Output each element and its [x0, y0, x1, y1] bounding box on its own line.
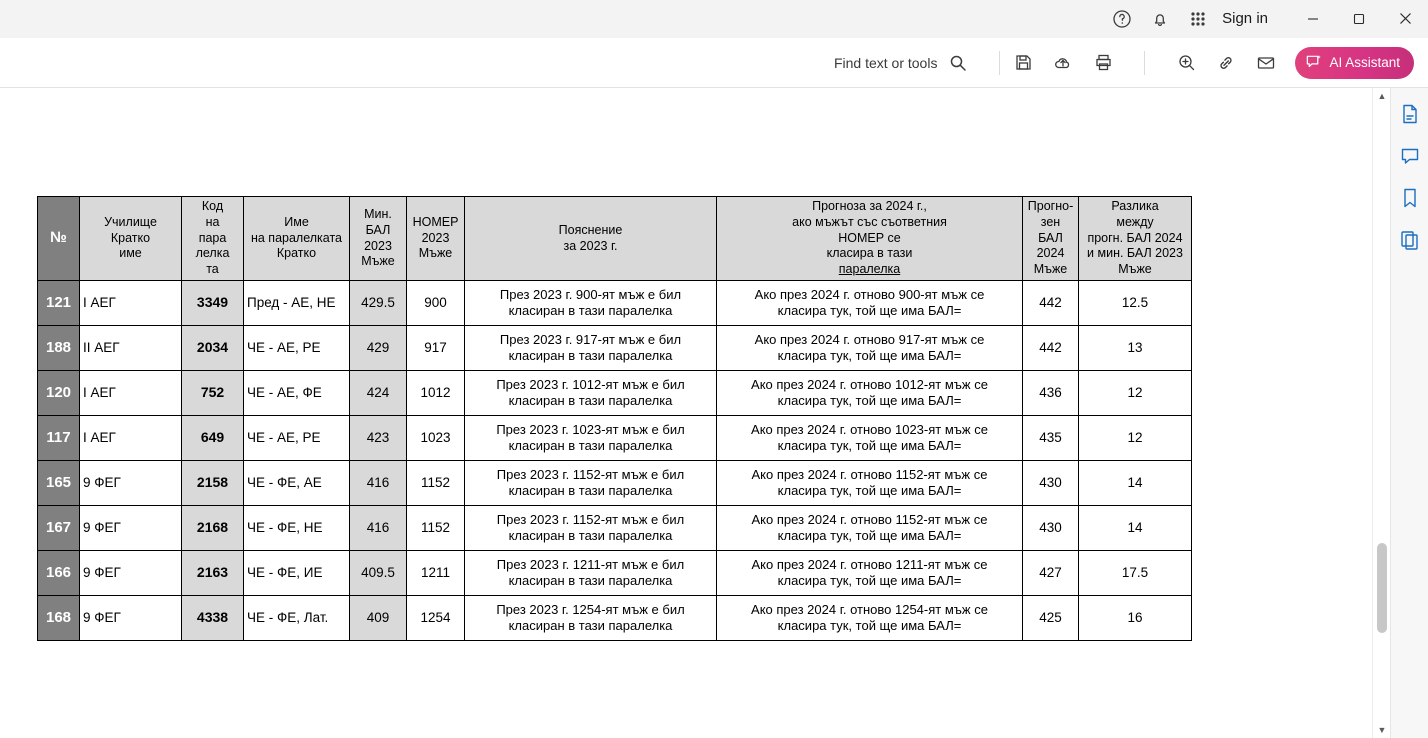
cell-code: 2034: [182, 326, 244, 371]
cell-code: 2163: [182, 551, 244, 596]
cell-min-score: 429.5: [350, 281, 407, 326]
cell-number: 166: [38, 551, 80, 596]
cell-class-name: ЧЕ - ФЕ, АЕ: [244, 461, 350, 506]
cell-class-name: ЧЕ - ФЕ, ИЕ: [244, 551, 350, 596]
scroll-up-arrow[interactable]: ▲: [1377, 91, 1387, 101]
table-row[interactable]: [38, 506, 1192, 551]
cell-rank: 900: [407, 281, 465, 326]
right-tool-rail: [1390, 88, 1428, 738]
export-pdf-icon[interactable]: [1398, 102, 1422, 126]
cell-rank: 1152: [407, 461, 465, 506]
minimize-button[interactable]: [1290, 0, 1336, 38]
column-header-forecast: Прогноза за 2024 г., ако мъжът със съответния НОМЕР се класира в тази паралелка: [717, 197, 1023, 281]
toolbar-divider: [999, 51, 1000, 75]
cell-school: 9 ФЕГ: [80, 506, 182, 551]
maximize-button[interactable]: [1336, 0, 1382, 38]
cell-min-score: 409.5: [350, 551, 407, 596]
column-header-difference: Разлика между прогн. БАЛ 2024 и мин. БАЛ 2023 Мъже: [1079, 197, 1192, 281]
cell-class-name: ЧЕ - АЕ, ФЕ: [244, 371, 350, 416]
sign-in-button[interactable]: Sign in: [1222, 10, 1268, 27]
pdf-page-canvas[interactable]: [0, 88, 1372, 738]
cell-rank: 1023: [407, 416, 465, 461]
cell-number: 188: [38, 326, 80, 371]
scrollbar-thumb[interactable]: [1377, 543, 1387, 633]
titlebar-icon-group: [1112, 9, 1208, 29]
table-row[interactable]: [38, 416, 1192, 461]
cell-forecast-score: 425: [1023, 596, 1079, 641]
window-title-bar: [0, 0, 1428, 38]
cell-class-name: ЧЕ - ФЕ, Лат.: [244, 596, 350, 641]
cell-difference: 14: [1079, 461, 1192, 506]
cell-forecast-text: Ако през 2024 г. отново 900-ят мъж се класира тук, той ще има БАЛ=: [717, 281, 1023, 326]
cell-number: 121: [38, 281, 80, 326]
window-controls: [1290, 0, 1428, 38]
cell-explanation: През 2023 г. 1012-ят мъж е бил класиран в тази паралелка: [465, 371, 717, 416]
cell-school: II АЕГ: [80, 326, 182, 371]
table-header-row: [38, 197, 1192, 281]
cell-forecast-score: 430: [1023, 506, 1079, 551]
cell-class-name: ЧЕ - ФЕ, НЕ: [244, 506, 350, 551]
email-icon[interactable]: [1255, 52, 1277, 74]
save-disk-icon[interactable]: [1012, 52, 1034, 74]
classes-forecast-table: [37, 196, 1192, 641]
find-input-placeholder[interactable]: Find text or tools: [833, 54, 938, 71]
column-header-forecast-score-2024: Прогно- зен БАЛ 2024 Мъже: [1023, 197, 1079, 281]
close-button[interactable]: [1382, 0, 1428, 38]
cell-explanation: През 2023 г. 1152-ят мъж е бил класиран в тази паралелка: [465, 506, 717, 551]
cell-explanation: През 2023 г. 917-ят мъж е бил класиран в тази паралелка: [465, 326, 717, 371]
cell-code: 2168: [182, 506, 244, 551]
table-row[interactable]: [38, 551, 1192, 596]
cell-min-score: 429: [350, 326, 407, 371]
main-toolbar: [0, 38, 1428, 88]
cell-forecast-text: Ако през 2024 г. отново 1023-ят мъж се класира тук, той ще има БАЛ=: [717, 416, 1023, 461]
cell-school: I АЕГ: [80, 416, 182, 461]
cell-school: 9 ФЕГ: [80, 551, 182, 596]
cell-explanation: През 2023 г. 900-ят мъж е бил класиран в тази паралелка: [465, 281, 717, 326]
zoom-in-icon[interactable]: [1175, 52, 1197, 74]
ai-sparkle-icon: [1305, 53, 1322, 73]
cell-explanation: През 2023 г. 1254-ят мъж е бил класиран в тази паралелка: [465, 596, 717, 641]
cell-forecast-score: 442: [1023, 326, 1079, 371]
notification-bell-icon[interactable]: [1150, 9, 1170, 29]
table-row[interactable]: [38, 281, 1192, 326]
cell-forecast-text: Ако през 2024 г. отново 1254-ят мъж се класира тук, той ще има БАЛ=: [717, 596, 1023, 641]
cell-rank: 1211: [407, 551, 465, 596]
print-icon[interactable]: [1092, 52, 1114, 74]
cell-forecast-text: Ако през 2024 г. отново 917-ят мъж се класира тук, той ще има БАЛ=: [717, 326, 1023, 371]
cell-explanation: През 2023 г. 1211-ят мъж е бил класиран в тази паралелка: [465, 551, 717, 596]
toolbar-divider-2: [1144, 51, 1145, 75]
cell-code: 2158: [182, 461, 244, 506]
document-body: [0, 88, 1428, 738]
cell-class-name: ЧЕ - АЕ, РЕ: [244, 326, 350, 371]
cell-forecast-score: 436: [1023, 371, 1079, 416]
cell-forecast-score: 430: [1023, 461, 1079, 506]
cell-min-score: 416: [350, 461, 407, 506]
cell-min-score: 423: [350, 416, 407, 461]
vertical-scrollbar[interactable]: [1372, 88, 1390, 738]
cell-min-score: 409: [350, 596, 407, 641]
table-row[interactable]: [38, 596, 1192, 641]
column-header-school: Училище Кратко име: [80, 197, 182, 281]
copy-pages-icon[interactable]: [1398, 228, 1422, 252]
column-header-min-score-2023: Мин. БАЛ 2023 Мъже: [350, 197, 407, 281]
cell-rank: 1012: [407, 371, 465, 416]
cell-forecast-score: 427: [1023, 551, 1079, 596]
cell-number: 117: [38, 416, 80, 461]
help-circle-icon[interactable]: [1112, 9, 1132, 29]
cell-forecast-text: Ако през 2024 г. отново 1152-ят мъж се класира тук, той ще има БАЛ=: [717, 506, 1023, 551]
cell-code: 3349: [182, 281, 244, 326]
app-grid-icon[interactable]: [1188, 9, 1208, 29]
cell-rank: 1152: [407, 506, 465, 551]
cell-school: I АЕГ: [80, 281, 182, 326]
cell-school: 9 ФЕГ: [80, 596, 182, 641]
cell-difference: 12.5: [1079, 281, 1192, 326]
table-row[interactable]: [38, 371, 1192, 416]
cell-forecast-score: 442: [1023, 281, 1079, 326]
cell-rank: 1254: [407, 596, 465, 641]
cell-difference: 14: [1079, 506, 1192, 551]
cell-min-score: 416: [350, 506, 407, 551]
cell-difference: 16: [1079, 596, 1192, 641]
cell-class-name: Пред - АЕ, НЕ: [244, 281, 350, 326]
cell-code: 649: [182, 416, 244, 461]
cell-number: 168: [38, 596, 80, 641]
cell-school: 9 ФЕГ: [80, 461, 182, 506]
cell-explanation: През 2023 г. 1152-ят мъж е бил класиран в тази паралелка: [465, 461, 717, 506]
table-body: [38, 281, 1192, 641]
column-header-number: №: [38, 197, 80, 281]
column-header-rank-2023: НОМЕР 2023 Мъже: [407, 197, 465, 281]
cell-difference: 17.5: [1079, 551, 1192, 596]
cell-difference: 13: [1079, 326, 1192, 371]
cell-class-name: ЧЕ - АЕ, РЕ: [244, 416, 350, 461]
column-header-class-name: Име на паралелката Кратко: [244, 197, 350, 281]
search-icon[interactable]: [947, 52, 969, 74]
cell-explanation: През 2023 г. 1023-ят мъж е бил класиран в тази паралелка: [465, 416, 717, 461]
cell-rank: 917: [407, 326, 465, 371]
find-tools-group[interactable]: [834, 52, 970, 74]
cell-number: 167: [38, 506, 80, 551]
table-row[interactable]: [38, 461, 1192, 506]
comment-icon[interactable]: [1398, 144, 1422, 168]
ai-assistant-label: AI Assistant: [1329, 55, 1400, 70]
ai-assistant-button[interactable]: [1295, 47, 1414, 79]
column-header-explanation: Пояснение за 2023 г.: [465, 197, 717, 281]
scroll-down-arrow[interactable]: ▼: [1377, 725, 1387, 735]
cell-forecast-text: Ако през 2024 г. отново 1152-ят мъж се класира тук, той ще има БАЛ=: [717, 461, 1023, 506]
cell-forecast-text: Ако през 2024 г. отново 1211-ят мъж се класира тук, той ще има БАЛ=: [717, 551, 1023, 596]
cell-school: I АЕГ: [80, 371, 182, 416]
cell-forecast-score: 435: [1023, 416, 1079, 461]
cell-difference: 12: [1079, 416, 1192, 461]
link-icon[interactable]: [1215, 52, 1237, 74]
cell-number: 165: [38, 461, 80, 506]
cell-number: 120: [38, 371, 80, 416]
cell-min-score: 424: [350, 371, 407, 416]
toolbar-icon-group: [1012, 51, 1277, 75]
cell-forecast-text: Ако през 2024 г. отново 1012-ят мъж се класира тук, той ще има БАЛ=: [717, 371, 1023, 416]
cell-code: 752: [182, 371, 244, 416]
cell-code: 4338: [182, 596, 244, 641]
cell-difference: 12: [1079, 371, 1192, 416]
bookmark-icon[interactable]: [1398, 186, 1422, 210]
data-table-container: [37, 196, 1192, 641]
cloud-upload-icon[interactable]: [1052, 52, 1074, 74]
table-row[interactable]: [38, 326, 1192, 371]
column-header-class-code: Код на пара лелка та: [182, 197, 244, 281]
